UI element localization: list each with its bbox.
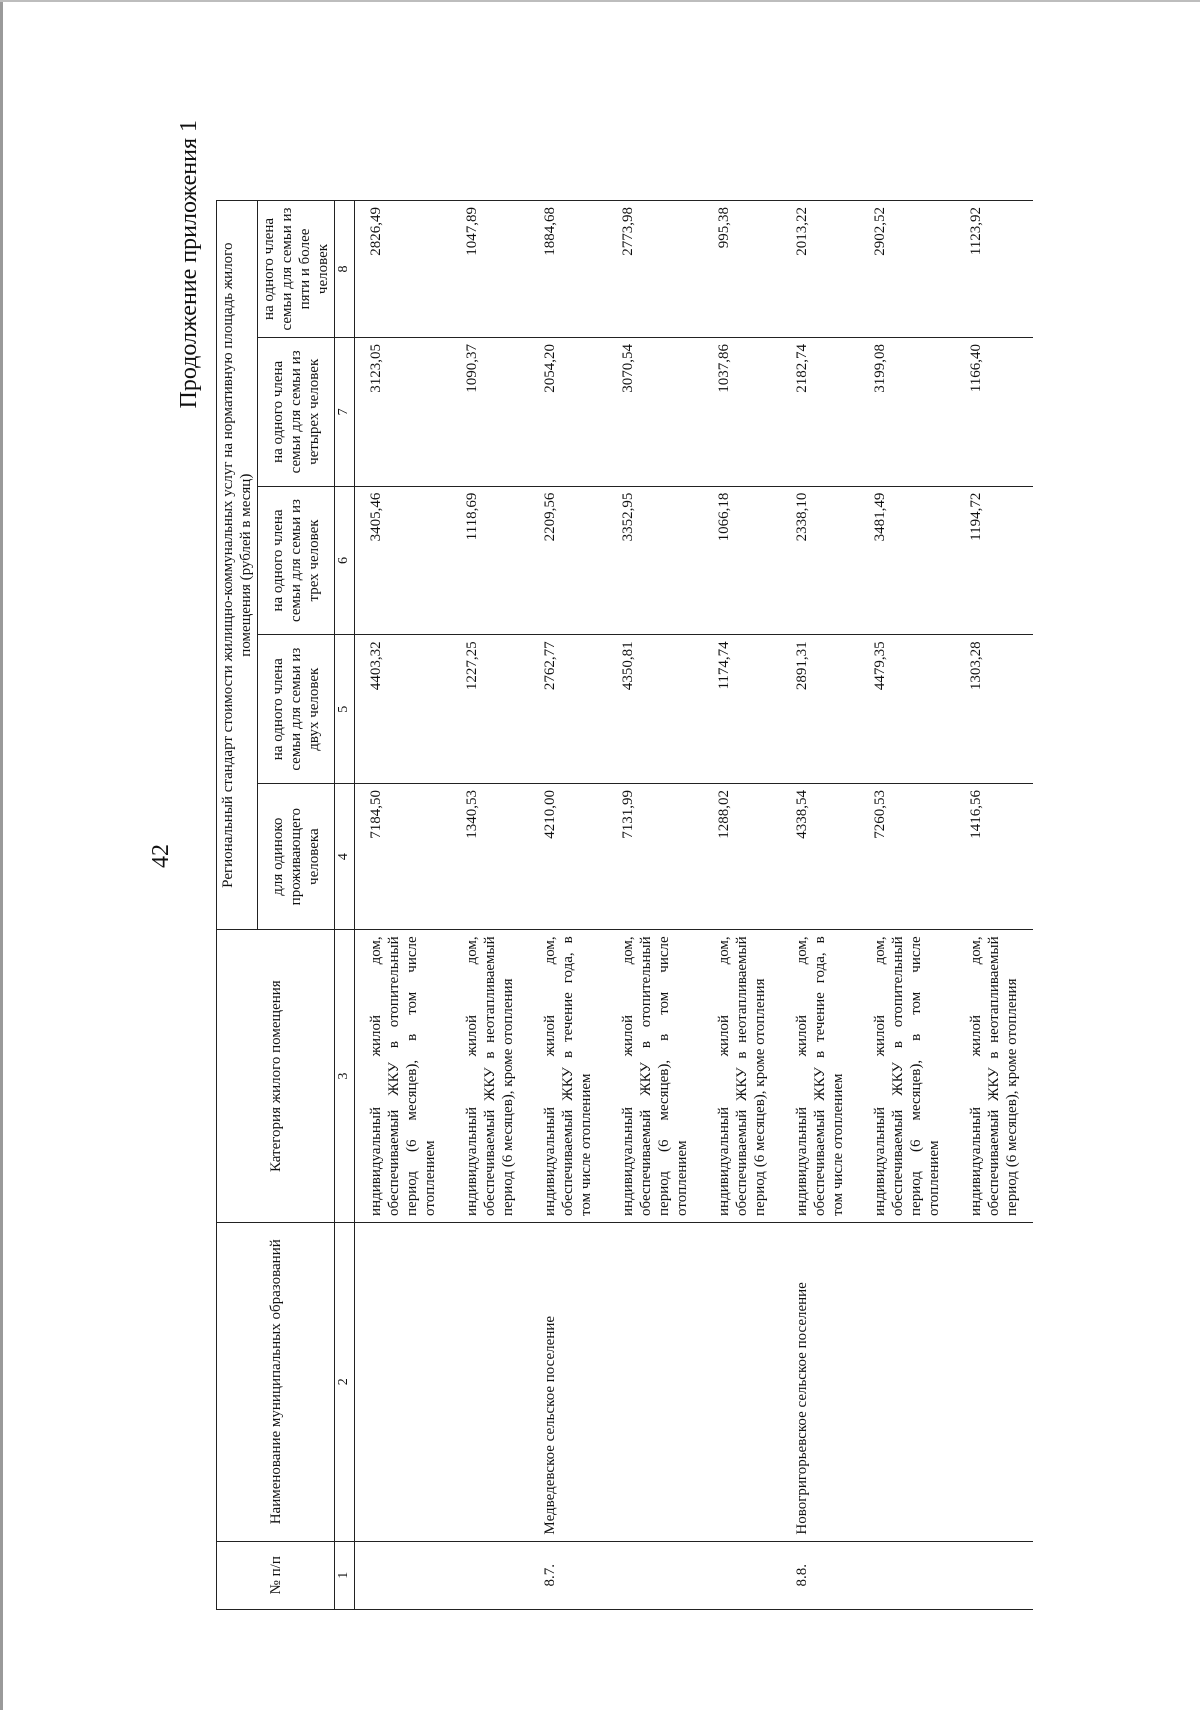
row-num: 8.7. xyxy=(529,1541,607,1609)
value-family3: 1066,18 xyxy=(703,486,781,635)
value-family5: 1047,89 xyxy=(451,201,529,338)
row-category: индивидуальный жилой дом, обеспечиваемый ЖКУ в отопительный период (6 месяцев), в том числе отоплением xyxy=(354,930,451,1223)
row-municipality xyxy=(607,1222,703,1541)
row-num xyxy=(859,1541,955,1609)
table-row xyxy=(781,201,859,1610)
table-row xyxy=(354,201,451,1610)
value-family5: 1123,92 xyxy=(955,201,1033,338)
column-number: 6 xyxy=(335,486,355,635)
value-family2: 1303,28 xyxy=(955,635,1033,784)
column-number-row xyxy=(335,201,355,1610)
row-municipality xyxy=(955,1222,1033,1541)
value-family4: 2054,20 xyxy=(529,338,607,487)
continuation-title: Продолжение приложения 1 xyxy=(176,120,202,409)
row-category: индивидуальный жилой дом, обеспечиваемый ЖКУ в течение года, в том числе отоплением xyxy=(781,930,859,1223)
value-family4: 1166,40 xyxy=(955,338,1033,487)
table-row xyxy=(955,201,1033,1610)
value-family3: 2338,10 xyxy=(781,486,859,635)
table-row xyxy=(859,201,955,1610)
row-num: 8.8. xyxy=(781,1541,859,1609)
table-row xyxy=(451,201,529,1610)
column-number: 8 xyxy=(335,201,355,338)
header-row-top xyxy=(217,201,258,1610)
row-category: индивидуальный жилой дом, обеспечиваемый ЖКУ в неотапливаемый период (6 месяцев), кроме отопления xyxy=(955,930,1033,1223)
value-single: 1340,53 xyxy=(451,784,529,930)
row-category: индивидуальный жилой дом, обеспечиваемый ЖКУ в отопительный период (6 месяцев), в том числе отоплением xyxy=(859,930,955,1223)
value-family5: 2773,98 xyxy=(607,201,703,338)
value-family5: 2013,22 xyxy=(781,201,859,338)
value-family5: 995,38 xyxy=(703,201,781,338)
value-family4: 3123,05 xyxy=(354,338,451,487)
value-family3: 1194,72 xyxy=(955,486,1033,635)
value-single: 4338,54 xyxy=(781,784,859,930)
value-family2: 4403,32 xyxy=(354,635,451,784)
value-family3: 1118,69 xyxy=(451,486,529,635)
row-num xyxy=(703,1541,781,1609)
value-family5: 2826,49 xyxy=(354,201,451,338)
column-number: 1 xyxy=(335,1541,355,1609)
row-municipality xyxy=(354,1222,451,1541)
column-number: 3 xyxy=(335,930,355,1223)
column-number: 4 xyxy=(335,784,355,930)
table-row xyxy=(529,201,607,1610)
header-family4: на одного члена семьи для семьи из четырех человек xyxy=(258,338,335,487)
tariff-table xyxy=(216,200,1033,1610)
scan-edge xyxy=(0,0,3,1710)
value-family3: 2209,56 xyxy=(529,486,607,635)
column-number: 2 xyxy=(335,1222,355,1541)
row-municipality xyxy=(451,1222,529,1541)
row-municipality: Медведевское сельское поселение xyxy=(529,1222,607,1541)
value-family4: 3070,54 xyxy=(607,338,703,487)
row-num xyxy=(354,1541,451,1609)
value-family2: 4479,35 xyxy=(859,635,955,784)
header-standard-group: Региональный стандарт стоимости жилищно-коммунальных услуг на нормативную площадь жилого помещения (рублей в месяц) xyxy=(217,201,258,930)
table-row xyxy=(607,201,703,1610)
value-family4: 1090,37 xyxy=(451,338,529,487)
value-family5: 2902,52 xyxy=(859,201,955,338)
row-category: индивидуальный жилой дом, обеспечиваемый ЖКУ в неотапливаемый период (6 месяцев), кроме отопления xyxy=(703,930,781,1223)
value-family4: 2182,74 xyxy=(781,338,859,487)
header-municipality: Наименование муниципальных образований xyxy=(217,1222,335,1541)
header-family3: на одного члена семьи для семьи из трех человек xyxy=(258,486,335,635)
column-number: 5 xyxy=(335,635,355,784)
header-num: № п/п xyxy=(217,1541,335,1609)
row-category: индивидуальный жилой дом, обеспечиваемый ЖКУ в неотапливаемый период (6 месяцев), кроме отопления xyxy=(451,930,529,1223)
column-number: 7 xyxy=(335,338,355,487)
value-family3: 3352,95 xyxy=(607,486,703,635)
header-family2: на одного члена семьи для семьи из двух человек xyxy=(258,635,335,784)
row-num xyxy=(955,1541,1033,1609)
row-category: индивидуальный жилой дом, обеспечиваемый ЖКУ в отопительный период (6 месяцев), в том числе отоплением xyxy=(607,930,703,1223)
value-single: 7260,53 xyxy=(859,784,955,930)
row-municipality: Новогригорьевское сельское поселение xyxy=(781,1222,859,1541)
value-family3: 3405,46 xyxy=(354,486,451,635)
value-family4: 3199,08 xyxy=(859,338,955,487)
value-family2: 4350,81 xyxy=(607,635,703,784)
value-family3: 3481,49 xyxy=(859,486,955,635)
value-family4: 1037,86 xyxy=(703,338,781,487)
value-single: 7184,50 xyxy=(354,784,451,930)
value-single: 4210,00 xyxy=(529,784,607,930)
page-number: 42 xyxy=(148,844,174,868)
row-num xyxy=(607,1541,703,1609)
row-municipality xyxy=(859,1222,955,1541)
header-category: Категория жилого помещения xyxy=(217,930,335,1223)
table-row xyxy=(703,201,781,1610)
value-single: 1416,56 xyxy=(955,784,1033,930)
value-family2: 1227,25 xyxy=(451,635,529,784)
row-municipality xyxy=(703,1222,781,1541)
value-family2: 2891,31 xyxy=(781,635,859,784)
value-family5: 1884,68 xyxy=(529,201,607,338)
value-single: 7131,99 xyxy=(607,784,703,930)
row-category: индивидуальный жилой дом, обеспечиваемый ЖКУ в течение года, в том числе отоплением xyxy=(529,930,607,1223)
header-single: для одиноко проживающего человека xyxy=(258,784,335,930)
value-single: 1288,02 xyxy=(703,784,781,930)
value-family2: 2762,77 xyxy=(529,635,607,784)
scan-top-edge xyxy=(0,0,1200,2)
header-family5: на одного члена семьи для семьи из пяти и более человек xyxy=(258,201,335,338)
row-num xyxy=(451,1541,529,1609)
rotated-page xyxy=(140,80,1140,1620)
value-family2: 1174,74 xyxy=(703,635,781,784)
